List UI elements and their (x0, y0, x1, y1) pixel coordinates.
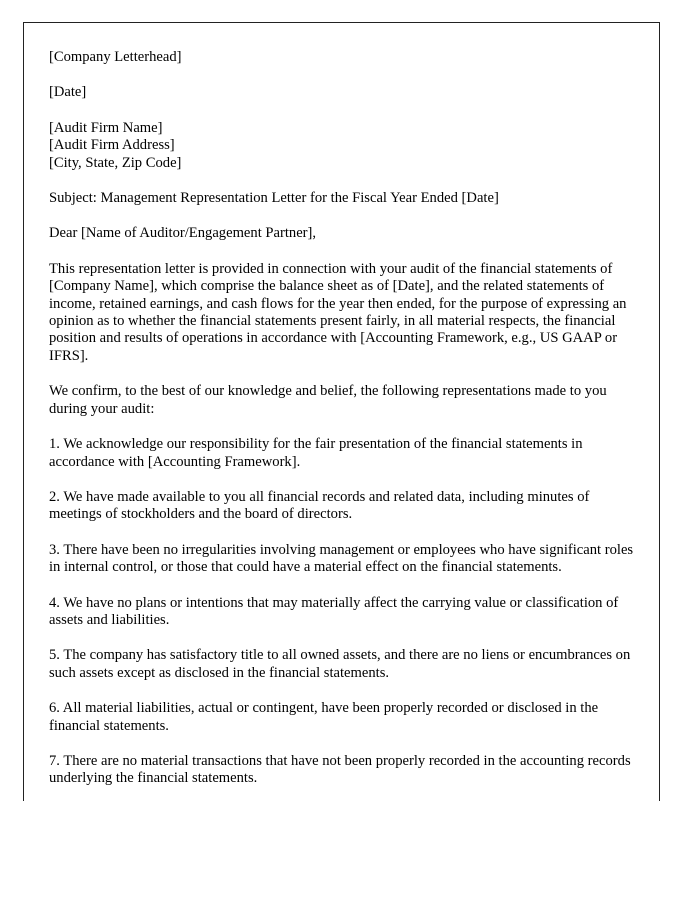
opening-paragraph: This representation letter is provided in connection with your audit of the financial statements of [Company Name], which comprise the balance sheet as of [Date], and the related statements of income, retained earnings, and cash flows for the year then ended, for the purpose of expressing an opinion as to whether the financial statements present fairly, in all material respects, the financial position and results of operations in accordance with [Accounting Framework, e.g., US GAAP or IFRS]. (49, 260, 627, 364)
audit-firm-city-state-zip: [City, State, Zip Code] (49, 154, 182, 171)
letter-date: [Date] (49, 84, 87, 101)
representation-item: 5. The company has satisfactory title to all owned assets, and there are no liens or encumbrances on such assets except as disclosed in the financial statements. (49, 647, 631, 681)
subject-line: Subject: Management Representation Letter for the Fiscal Year Ended [Date] (49, 190, 499, 207)
representation-item: 1. We acknowledge our responsibility for the fair presentation of the financial statements in accordance with [Accounting Framework]. (49, 436, 583, 470)
representation-item: 7. There are no material transactions that have not been properly recorded in the accounting records underlying the financial statements. (49, 752, 631, 787)
company-letterhead: [Company Letterhead] (49, 49, 182, 65)
recipient-address-block (49, 120, 635, 172)
letter-body (49, 49, 635, 788)
representation-item: 2. We have made available to you all financial records and related data, including minutes of meetings of stockholders and the board of directors. (49, 488, 590, 523)
audit-firm-name: [Audit Firm Name] (49, 119, 163, 136)
confirmation-paragraph: We confirm, to the best of our knowledge and belief, the following representations made to you during your audit: (49, 383, 607, 417)
audit-firm-address: [Audit Firm Address] (49, 137, 175, 154)
representation-item: 3. There have been no irregularities involving management or employees who have significant roles in internal control, or those that could have a material effect on the financial statements. (49, 541, 634, 576)
document-page (23, 22, 660, 801)
representation-item: 4. We have no plans or intentions that may materially affect the carrying value or classification of assets and liabilities. (49, 594, 619, 628)
salutation: Dear [Name of Auditor/Engagement Partner], (49, 225, 317, 242)
representation-item: 6. All material liabilities, actual or contingent, have been properly recorded or disclosed in the financial statements. (49, 700, 599, 734)
